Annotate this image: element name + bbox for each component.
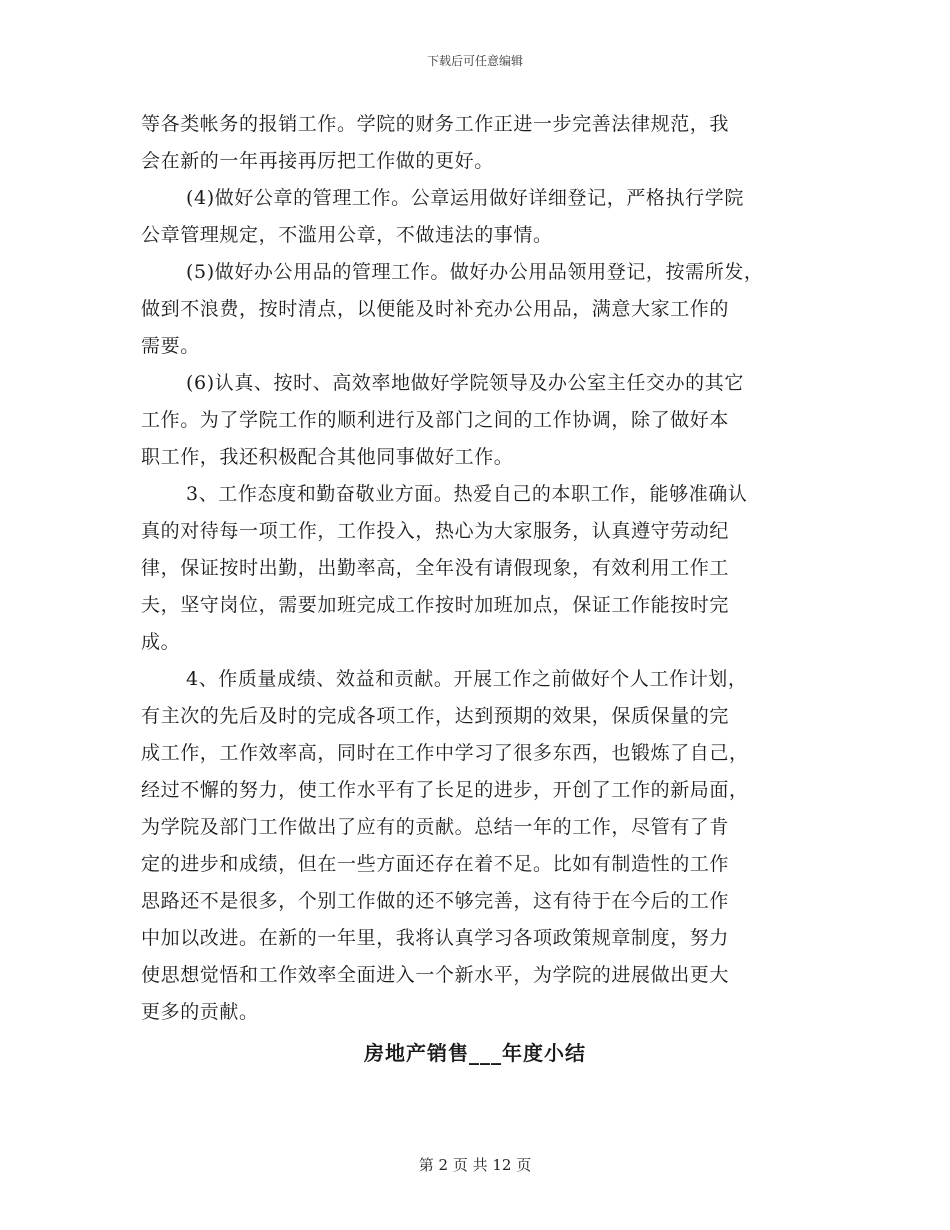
body-line: 思路还不是很多，个别工作做的还不够完善，这有待于在今后的工作 [141, 890, 730, 912]
body-line: 真的对待每一项工作，工作投入，热心为大家服务，认真遵守劳动纪 [141, 520, 730, 542]
page-header-note: 下载后可任意编辑 [426, 54, 523, 68]
body-line: 等各类帐务的报销工作。学院的财务工作正进一步完善法律规范，我 [141, 113, 730, 135]
body-line: 公章管理规定，不滥用公章，不做违法的事情。 [141, 224, 553, 246]
body-line: 需要。 [141, 335, 200, 357]
body-line: 夫，坚守岗位，需要加班完成工作按时加班加点，保证工作能按时完 [141, 594, 730, 616]
body-line: 律，保证按时出勤，出勤率高，全年没有请假现象，有效利用工作工 [141, 557, 730, 579]
body-line: 4、作质量成绩、效益和贡献。开展工作之前做好个人工作计划， [186, 668, 748, 690]
body-line: (5)做好办公用品的管理工作。做好办公用品领用登记，按需所发， [186, 261, 764, 283]
body-line: 中加以改进。在新的一年里，我将认真学习各项政策规章制度，努力 [141, 927, 730, 949]
body-line: 使思想觉悟和工作效率全面进入一个新水平，为学院的进展做出更大 [141, 964, 730, 986]
document-body [141, 106, 821, 1031]
body-line: 成工作，工作效率高，同时在工作中学习了很多东西，也锻炼了自己， [141, 742, 749, 764]
body-line: 定的进步和成绩，但在一些方面还存在着不足。比如有制造性的工作 [141, 853, 730, 875]
body-line: (4)做好公章的管理工作。公章运用做好详细登记，严格执行学院 [186, 187, 744, 209]
body-line: 有主次的先后及时的完成各项工作，达到预期的效果，保质保量的完 [141, 705, 730, 727]
body-line: 做到不浪费，按时清点，以便能及时补充办公用品，满意大家工作的 [141, 298, 730, 320]
section-title: 房地产销售___年度小结 [364, 1041, 586, 1065]
body-line: 工作。为了学院工作的顺利进行及部门之间的工作协调，除了做好本 [141, 409, 730, 431]
body-line: (6)认真、按时、高效率地做好学院领导及办公室主任交办的其它 [186, 372, 744, 394]
body-line: 职工作，我还积极配合其他同事做好工作。 [141, 446, 514, 468]
page-number: 第 2 页 共 12 页 [418, 1156, 532, 1174]
body-line: 为学院及部门工作做出了应有的贡献。总结一年的工作，尽管有了肯 [141, 816, 730, 838]
body-line: 经过不懈的努力，使工作水平有了长足的进步，开创了工作的新局面， [141, 779, 749, 801]
body-line: 会在新的一年再接再厉把工作做的更好。 [141, 150, 494, 172]
body-line: 成。 [141, 631, 181, 653]
body-line: 更多的贡献。 [141, 1001, 259, 1023]
body-line: 3、工作态度和勤奋敬业方面。热爱自己的本职工作，能够准确认 [186, 483, 748, 505]
